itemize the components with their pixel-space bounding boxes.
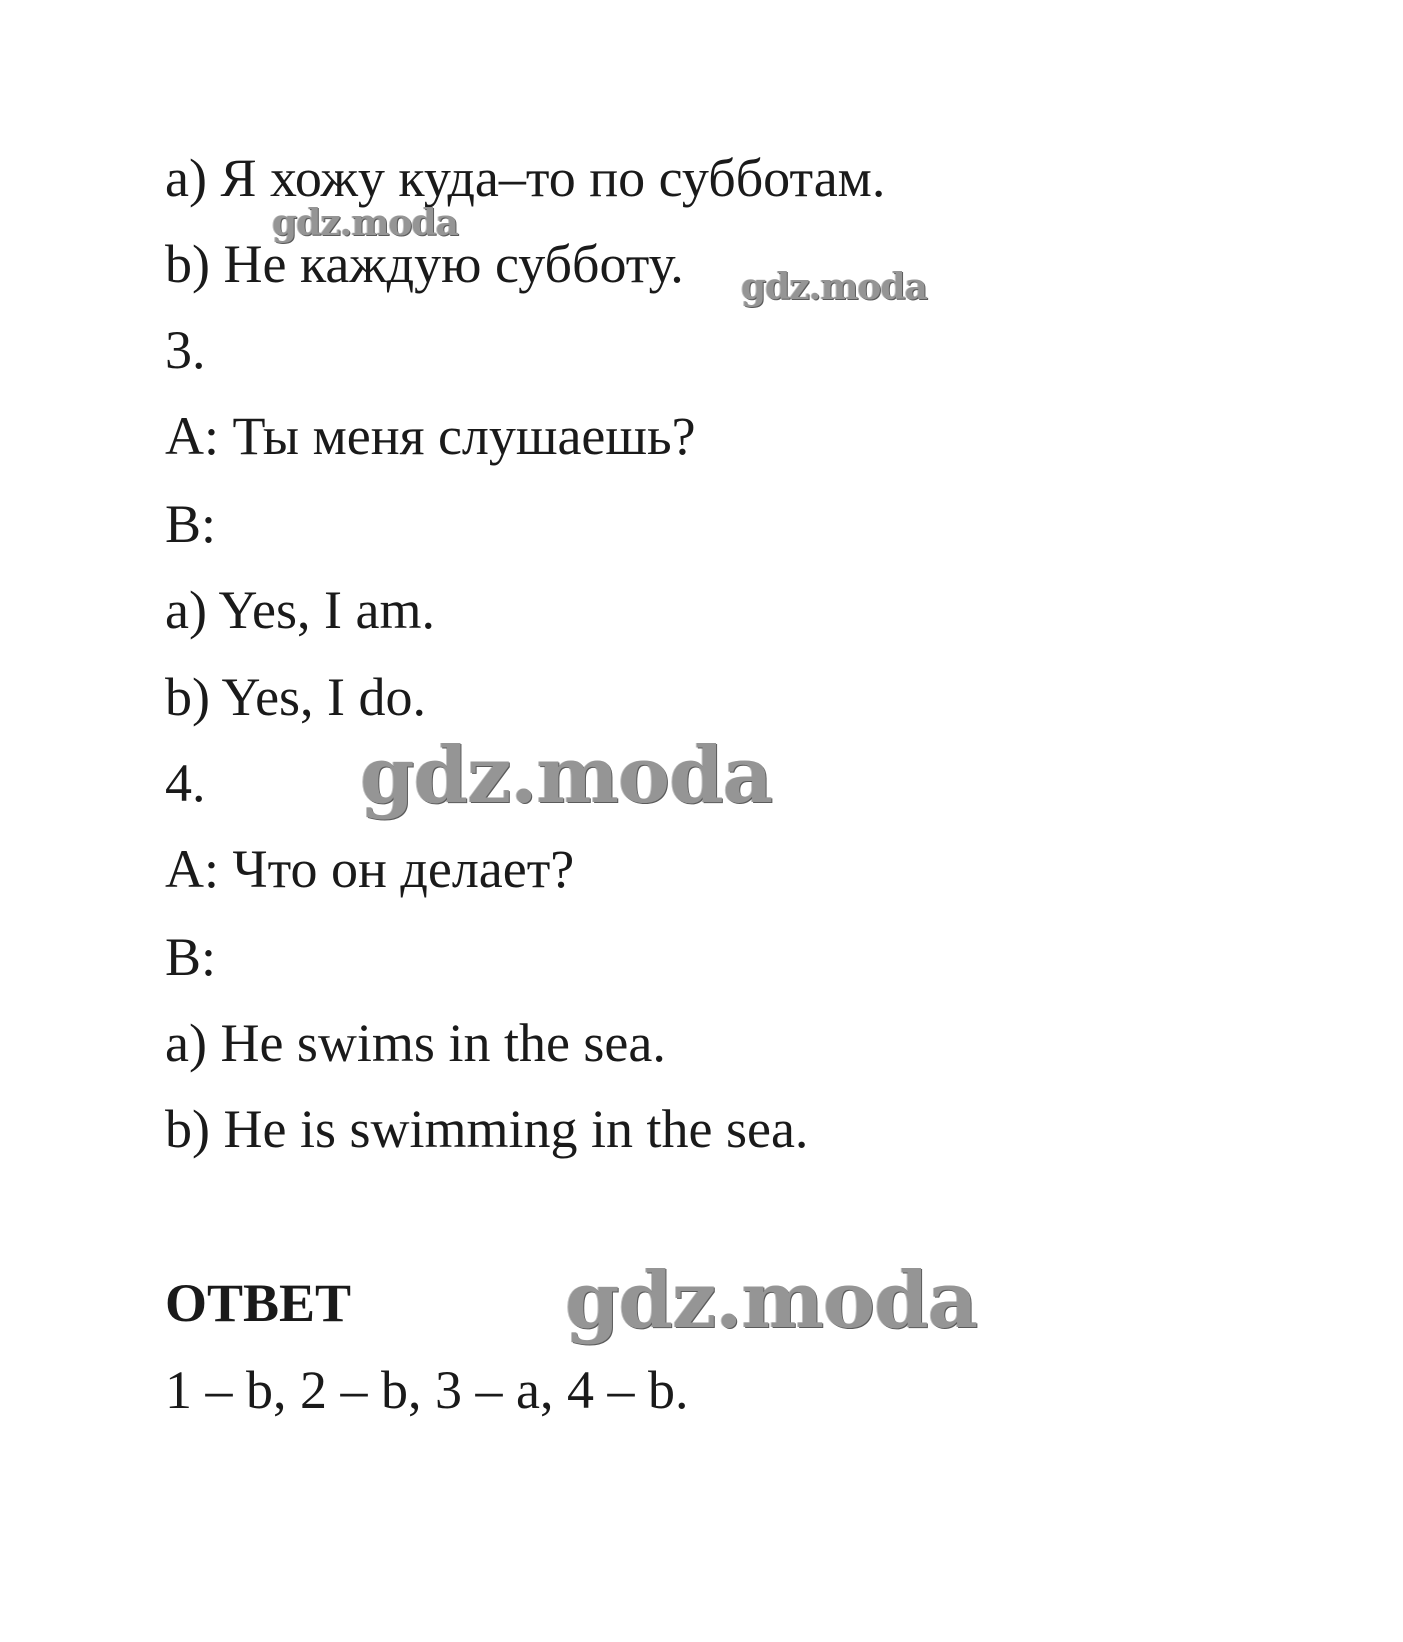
option-line: b) Yes, I do. [165,667,427,727]
option-line: b) Не каждую субботу. [165,234,684,294]
question-number: 4. [165,753,206,813]
question-line: A: Ты меня слушаешь? [165,406,696,466]
watermark: gdz.moda [272,202,458,244]
option-line: a) He swims in the sea. [165,1013,666,1073]
speaker-label: B: [165,927,217,987]
watermark: gdz.moda [360,730,773,821]
answer-text: 1 – b, 2 – b, 3 – a, 4 – b. [165,1360,689,1420]
watermark: gdz.moda [565,1255,978,1346]
question-line: A: Что он делает? [165,839,575,899]
question-number: 3. [165,320,206,380]
option-line: a) Yes, I am. [165,580,435,640]
watermark: gdz.moda [741,266,927,308]
option-line: a) Я хожу куда–то по субботам. [165,148,886,208]
option-line: b) He is swimming in the sea. [165,1099,809,1159]
answer-heading: ОТВЕТ [165,1273,352,1333]
speaker-label: B: [165,494,217,554]
